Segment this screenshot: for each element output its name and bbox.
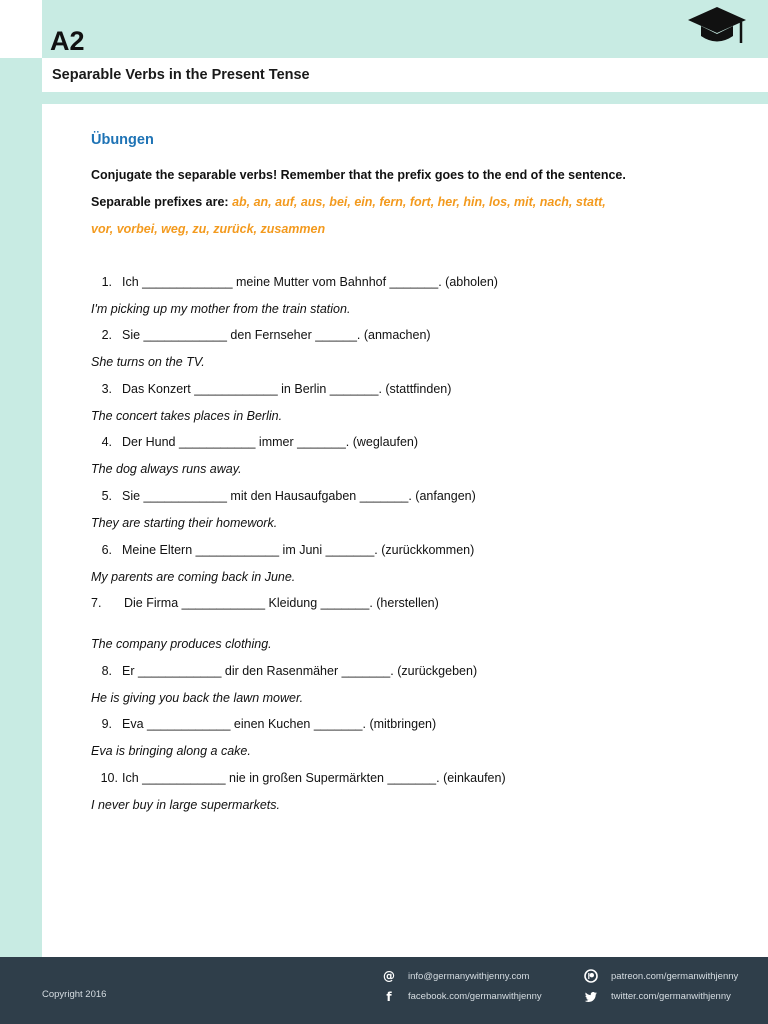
exercise-translation: She turns on the TV. [91,355,205,369]
prefixes-list: ab, an, auf, aus, bei, ein, fern, fort, her, hin, los, mit, nach, statt, [232,195,606,209]
exercise-item [91,542,474,558]
exercise-translation: I never buy in large supermarkets. [91,798,280,812]
facebook-link[interactable]: facebook.com/germanwithjenny [408,991,542,1002]
exercise-number: 9. [101,717,112,731]
exercise-item [91,434,418,450]
instruction-text: Conjugate the separable verbs! Remember that the prefix goes to the end of the sentence. [91,168,626,182]
exercise-sentence: Das Konzert ____________ in Berlin _______. (stattfinden) [122,382,452,396]
exercise-item [91,381,451,397]
exercise-sentence: Ich ____________ nie in großen Supermärkten _______. (einkaufen) [122,771,506,785]
exercise-number: 2. [101,328,112,342]
exercise-item [91,327,431,343]
exercise-number: 7. [91,596,102,610]
left-margin-band [0,58,42,957]
at-sign-icon: @ [383,969,395,983]
exercise-translation: He is giving you back the lawn mower. [91,691,304,705]
twitter-icon [584,990,598,1004]
prefixes-label: Separable prefixes are: [91,195,229,209]
exercise-number: 3. [101,382,112,396]
prefixes-list-continued: vor, vorbei, weg, zu, zurück, zusammen [91,222,326,236]
exercise-number: 10. [100,771,118,785]
graduation-cap-icon [686,5,748,47]
level-label: A2 [50,26,85,56]
patreon-link[interactable]: patreon.com/germanwithjenny [611,971,739,982]
patreon-icon [584,969,598,983]
header-band [42,0,768,58]
twitter-link[interactable]: twitter.com/germanwithjenny [611,991,731,1002]
exercise-translation: They are starting their homework. [91,516,278,530]
page-title: Separable Verbs in the Present Tense [52,67,310,83]
exercise-translation: My parents are coming back in June. [91,570,296,584]
prefixes-line [91,194,606,210]
exercise-sentence: Meine Eltern ____________ im Juni _______. (zurückkommen) [122,543,475,557]
exercise-sentence: Der Hund ___________ immer _______. (weglaufen) [122,435,419,449]
exercise-sentence: Ich _____________ meine Mutter vom Bahnhof _______. (abholen) [122,275,498,289]
exercise-item [91,274,498,290]
exercise-sentence: Eva ____________ einen Kuchen _______. (mitbringen) [122,717,437,731]
exercise-item [91,770,506,786]
exercise-number: 5. [101,489,112,503]
exercise-number: 4. [101,435,112,449]
exercise-item [91,595,439,611]
copyright-text: Copyright 2016 [42,989,107,1000]
exercise-translation: I'm picking up my mother from the train station. [91,302,351,316]
facebook-icon: f [386,990,392,1004]
title-underline [42,92,768,104]
exercise-item [91,716,436,732]
exercise-translation: The company produces clothing. [91,637,272,651]
exercise-sentence: Er ____________ dir den Rasenmäher _______. (zurückgeben) [122,664,478,678]
exercise-translation: Eva is bringing along a cake. [91,744,251,758]
exercise-number: 8. [101,664,112,678]
exercise-sentence: Sie ____________ mit den Hausaufgaben _______. (anfangen) [122,489,476,503]
exercise-item [91,663,477,679]
exercise-sentence: Sie ____________ den Fernseher ______. (anmachen) [122,328,431,342]
exercise-item [91,488,476,504]
email-link[interactable]: info@germanywithjenny.com [408,971,530,982]
exercise-number: 6. [101,543,112,557]
exercise-number: 1. [101,275,112,289]
section-title: Übungen [91,132,154,148]
exercise-translation: The dog always runs away. [91,462,242,476]
exercise-sentence: Die Firma ____________ Kleidung _______. (herstellen) [124,596,439,610]
exercise-translation: The concert takes places in Berlin. [91,409,283,423]
